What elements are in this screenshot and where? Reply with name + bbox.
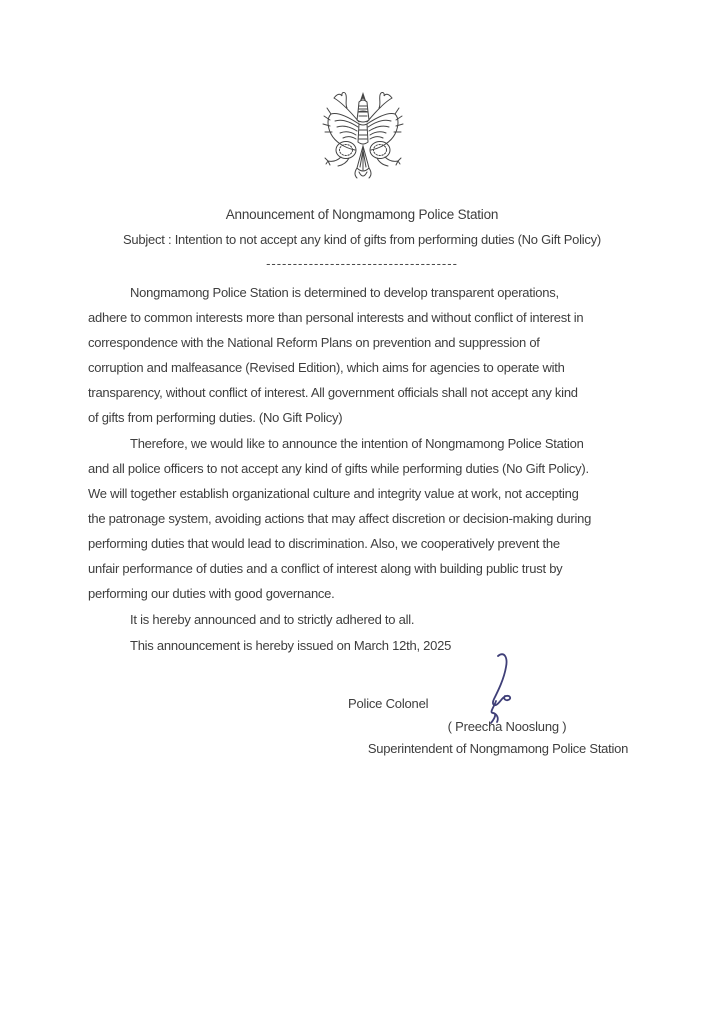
paragraph-2: [88, 434, 640, 609]
closing-statement-text: It is hereby announced and to strictly adhered to all.: [130, 612, 415, 627]
signer-name: ( Preecha Nooslung ): [447, 719, 567, 734]
paragraph-1-line: correspondence with the National Reform Plans on prevention and suppression of: [88, 335, 540, 350]
document-title: Announcement of Nongmamong Police Station: [225, 207, 499, 222]
handwritten-signature: [468, 650, 526, 726]
garuda-emblem-icon: [319, 90, 407, 182]
paragraph-2-line: performing our duties with good governance.: [88, 586, 335, 601]
paragraph-1-line: transparency, without conflict of interest. All government officials shall not accept any kind: [88, 385, 578, 400]
divider-dashes: ------------------------------------: [266, 256, 458, 271]
paragraph-2-line: performing duties that would lead to discrimination. Also, we cooperatively prevent the: [88, 536, 560, 551]
paragraph-1: [88, 283, 640, 433]
closing-statement: [88, 610, 640, 635]
paragraph-1-line: Nongmamong Police Station is determined to develop transparent operations,: [130, 285, 559, 300]
signer-rank: Police Colonel: [348, 696, 429, 711]
paragraph-2-line: and all police officers to not accept any kind of gifts while performing duties (No Gift Policy).: [88, 461, 589, 476]
paragraph-2-line: Therefore, we would like to announce the intention of Nongmamong Police Station: [130, 436, 584, 451]
paragraph-1-line: adhere to common interests more than personal interests and without conflict of interest in: [88, 310, 584, 325]
signer-title: Superintendent of Nongmamong Police Station: [367, 741, 629, 756]
issue-date-statement: [88, 636, 640, 661]
issue-date-text: This announcement is hereby issued on March 12th, 2025: [130, 638, 452, 653]
paragraph-2-line: unfair performance of duties and a conflict of interest along with building public trust by: [88, 561, 563, 576]
paragraph-1-line: of gifts from performing duties. (No Gift Policy): [88, 410, 343, 425]
paragraph-2-line: the patronage system, avoiding actions that may affect discretion or decision-making during: [88, 511, 592, 526]
document-subject: Subject : Intention to not accept any kind of gifts from performing duties (No Gift Policy): [123, 232, 601, 247]
paragraph-1-line: corruption and malfeasance (Revised Edition), which aims for agencies to operate with: [88, 360, 565, 375]
paragraph-2-line: We will together establish organizational culture and integrity value at work, not accepting: [88, 486, 579, 501]
